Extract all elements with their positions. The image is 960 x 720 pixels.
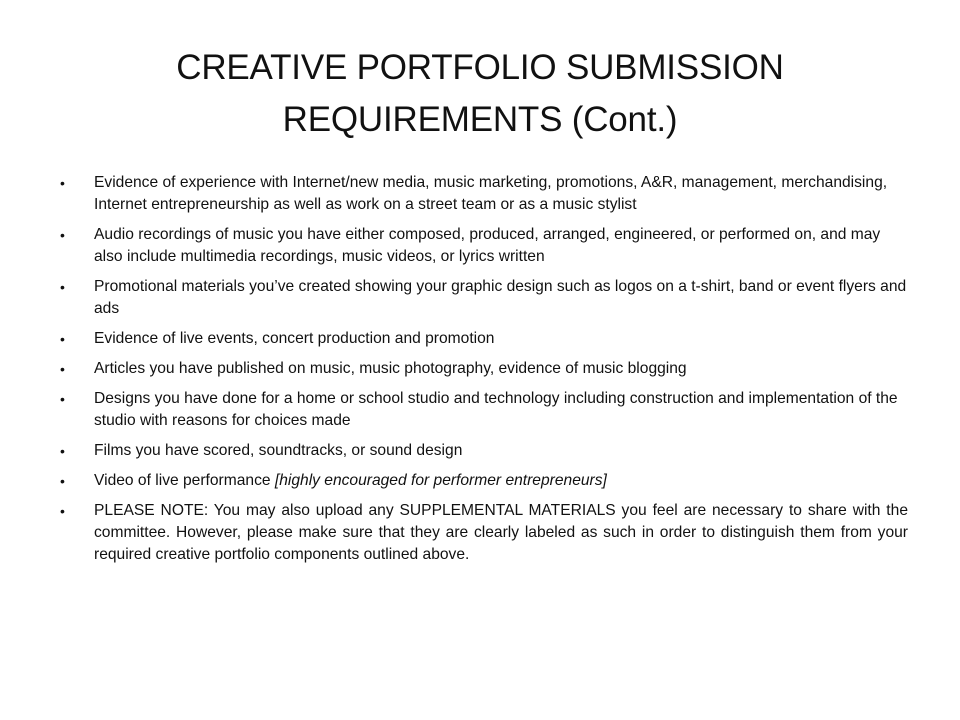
bullet-dot-icon: • <box>60 175 65 191</box>
bullet-dot-icon: • <box>60 361 65 377</box>
bullet-text: Designs you have done for a home or school studio and technology including construction and implementation of the studio with reasons for choices made <box>94 390 898 429</box>
bullet-text: Evidence of experience with Internet/new media, music marketing, promotions, A&R, management, merchandising, Internet entrepreneurship as well as work on a street team or as a music stylist <box>94 174 888 213</box>
bullet-dot-icon: • <box>60 391 65 407</box>
bullet-dot-icon: • <box>60 443 65 459</box>
bullet-item-films <box>60 440 908 462</box>
bullet-dot-icon: • <box>60 503 65 519</box>
bullet-text: Promotional materials you’ve created showing your graphic design such as logos on a t-shirt, band or event flyers and ads <box>94 278 907 317</box>
bullet-text: Video of live performance <box>94 472 275 489</box>
bullet-list <box>60 172 908 574</box>
bullet-dot-icon: • <box>60 331 65 347</box>
bullet-text: Films you have scored, soundtracks, or sound design <box>94 442 463 459</box>
bullet-item-live-performance <box>60 470 908 492</box>
bullet-item-live-events <box>60 328 908 350</box>
bullet-item-articles <box>60 358 908 380</box>
bullet-dot-icon: • <box>60 227 65 243</box>
title-line-2: REQUIREMENTS (Cont.) <box>282 100 678 139</box>
title-line-1: CREATIVE PORTFOLIO SUBMISSION <box>176 48 784 87</box>
bullet-text: Articles you have published on music, music photography, evidence of music blogging <box>94 360 687 377</box>
bullet-text: Evidence of live events, concert production and promotion <box>94 330 495 347</box>
bullet-text: Audio recordings of music you have either composed, produced, arranged, engineered, or performed on, and may also include multimedia recordings, music videos, or lyrics written <box>94 226 881 265</box>
bullet-item-please-note <box>60 500 908 566</box>
slide-title <box>120 42 840 146</box>
bullet-item-experience <box>60 172 908 216</box>
bullet-item-studio-designs <box>60 388 908 432</box>
bullet-italic-note: [highly encouraged for performer entrepreneurs] <box>274 472 607 489</box>
bullet-text: PLEASE NOTE: You may also upload any SUPPLEMENTAL MATERIALS you feel are necessary to share with the committee. However, please make sure that they are clearly labeled as such in order to distinguish them from your required creative portfolio components outlined above. <box>94 502 908 563</box>
bullet-dot-icon: • <box>60 473 65 489</box>
bullet-dot-icon: • <box>60 279 65 295</box>
bullet-item-promotional-materials <box>60 276 908 320</box>
bullet-item-audio-recordings <box>60 224 908 268</box>
